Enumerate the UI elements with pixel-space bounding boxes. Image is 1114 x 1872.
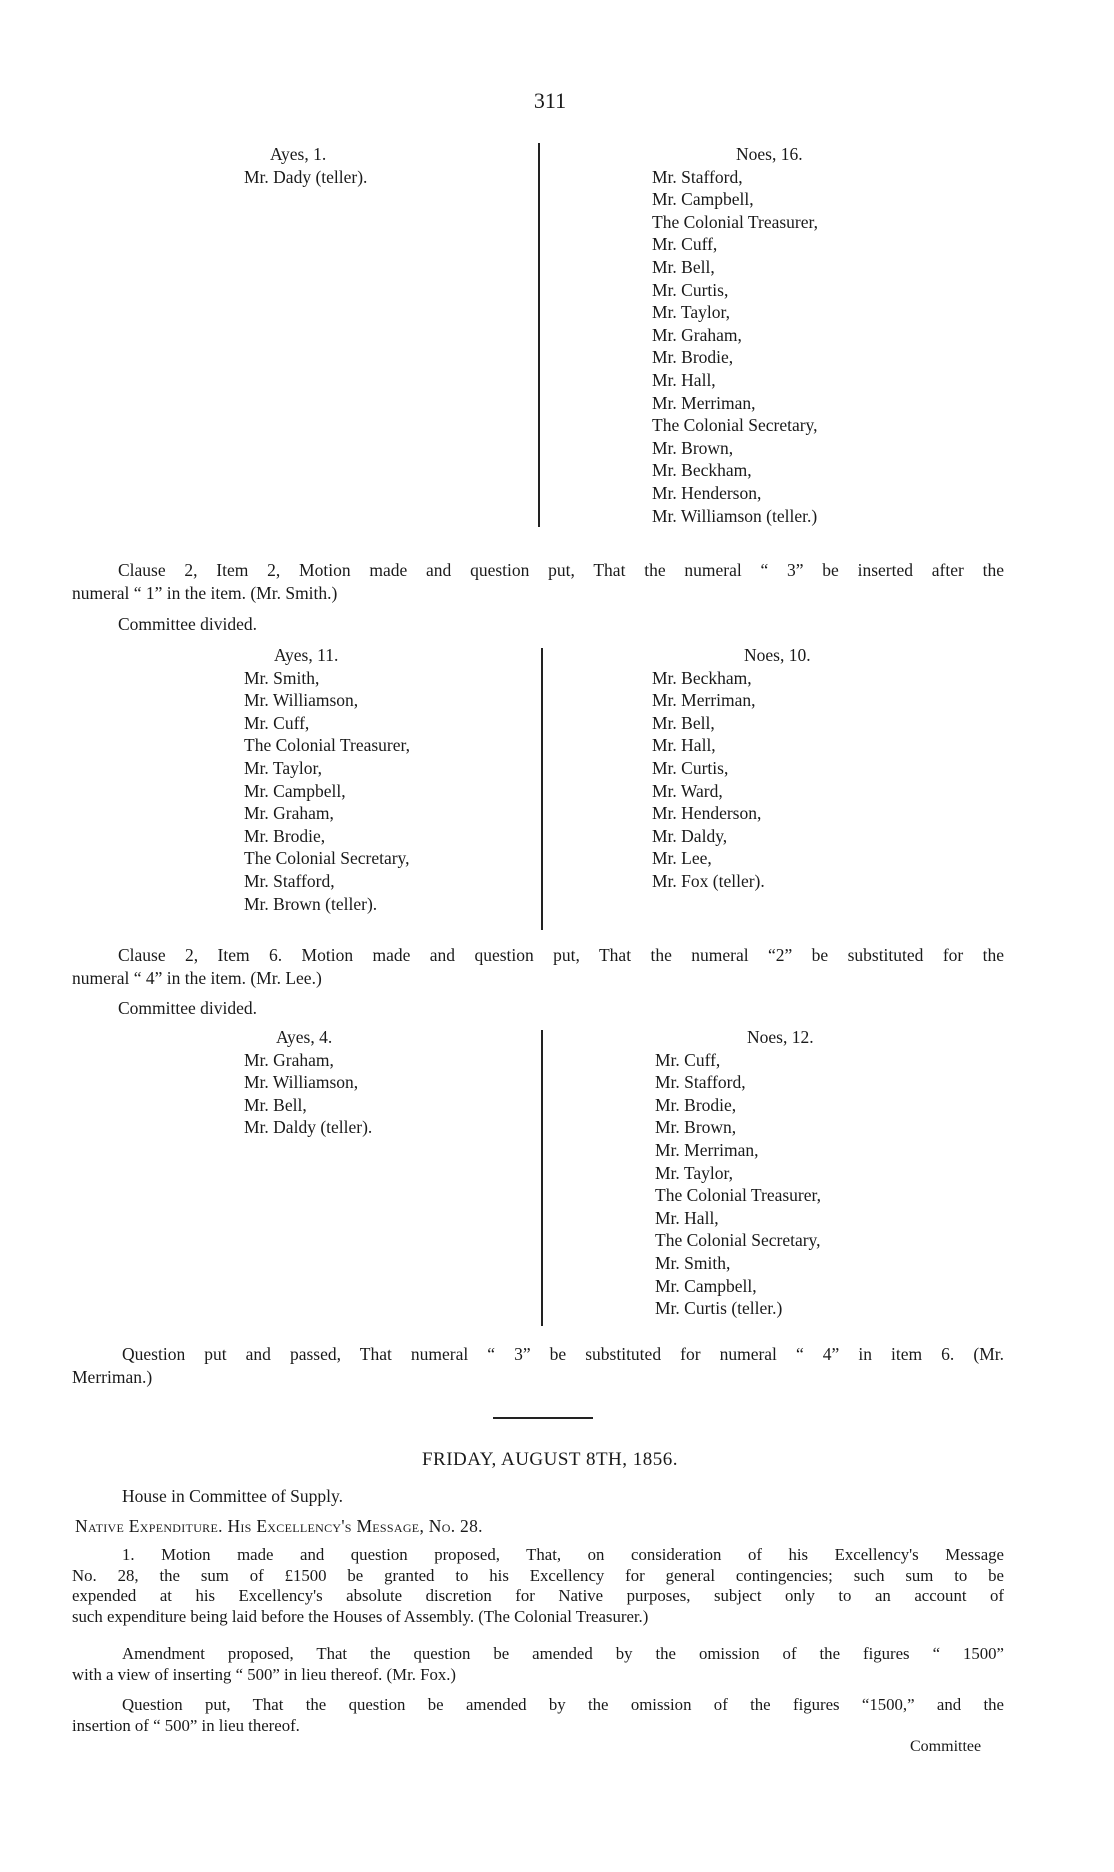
text-line: Clause 2, Item 6. Motion made and question put, That the numeral “2” be substituted for the bbox=[118, 945, 1004, 965]
member-name: Mr. Curtis, bbox=[652, 279, 729, 300]
member-name: Mr. Beckham, bbox=[652, 667, 752, 688]
member-name: Mr. Hall, bbox=[655, 1207, 719, 1228]
catchword: Committee bbox=[910, 1738, 982, 1755]
member-name: Mr. Taylor, bbox=[244, 757, 322, 778]
motion-paragraph bbox=[72, 559, 1004, 605]
section-heading: Native Expenditure. His Excellency's Message, No. 28. bbox=[75, 1516, 483, 1536]
text-line: Question put and passed, That numeral “ 3” be substituted for numeral “ 4” in item 6. (Mr. bbox=[122, 1344, 1004, 1364]
member-name: Mr. Stafford, bbox=[655, 1072, 746, 1093]
member-name: Mr. Graham, bbox=[652, 324, 742, 345]
member-name: Mr. Cuff, bbox=[652, 234, 718, 255]
member-name: The Colonial Secretary, bbox=[655, 1230, 821, 1251]
ayes-heading: Ayes, 4. bbox=[276, 1027, 333, 1047]
member-name: Mr. Taylor, bbox=[655, 1162, 733, 1183]
committee-divided: Committee divided. bbox=[118, 614, 258, 634]
text-line: expended at his Excellency's absolute discretion for Native purposes, subject only to an account of bbox=[72, 1586, 1004, 1605]
text-line: with a view of inserting “ 500” in lieu thereof. (Mr. Fox.) bbox=[72, 1665, 457, 1684]
member-name: Mr. Smith, bbox=[655, 1252, 731, 1273]
division3-ayes bbox=[244, 1026, 372, 1139]
member-name: Mr. Brown, bbox=[652, 437, 734, 458]
member-name: Mr. Bell, bbox=[652, 712, 715, 733]
member-name: Mr. Hall, bbox=[652, 735, 716, 756]
member-name: Mr. Campbell, bbox=[655, 1275, 757, 1296]
noes-heading: Noes, 12. bbox=[747, 1027, 814, 1047]
member-name: Mr. Henderson, bbox=[652, 482, 762, 503]
member-name: Mr. Stafford, bbox=[244, 870, 335, 891]
division1-noes bbox=[652, 143, 818, 527]
member-name: Mr. Fox (teller). bbox=[652, 870, 765, 891]
member-name: Mr. Lee, bbox=[652, 848, 712, 869]
member-name: Mr. Brown (teller). bbox=[244, 893, 378, 914]
column-divider bbox=[541, 648, 543, 930]
member-name: Mr. Daldy, bbox=[652, 825, 728, 846]
column-divider bbox=[541, 1030, 543, 1326]
member-name: Mr. Brodie, bbox=[244, 825, 326, 846]
member-name: Mr. Merriman, bbox=[655, 1139, 759, 1160]
division2-ayes bbox=[244, 644, 410, 915]
committee-line: House in Committee of Supply. bbox=[122, 1486, 344, 1506]
text-line: numeral “ 1” in the item. (Mr. Smith.) bbox=[72, 583, 338, 603]
member-name: Mr. Bell, bbox=[652, 256, 715, 277]
motion-paragraph bbox=[72, 1545, 1004, 1627]
page-number: 311 bbox=[533, 88, 567, 113]
member-name: Mr. Smith, bbox=[244, 667, 320, 688]
member-name: Mr. Ward, bbox=[652, 780, 723, 801]
division2-noes bbox=[652, 644, 811, 893]
ayes-heading: Ayes, 1. bbox=[270, 144, 327, 164]
text-line: No. 28, the sum of £1500 be granted to his Excellency for general contingencies; such sum to be bbox=[72, 1565, 1004, 1585]
member-name: Mr. Bell, bbox=[244, 1094, 307, 1115]
member-name: The Colonial Treasurer, bbox=[652, 211, 819, 232]
member-name: Mr. Brodie, bbox=[655, 1094, 737, 1115]
member-name: The Colonial Secretary, bbox=[244, 848, 410, 869]
member-name: The Colonial Secretary, bbox=[652, 415, 818, 436]
noes-heading: Noes, 10. bbox=[744, 645, 811, 665]
member-name: Mr. Brodie, bbox=[652, 347, 734, 368]
column-divider bbox=[538, 143, 540, 527]
member-name: Mr. Merriman, bbox=[652, 392, 756, 413]
division1-ayes bbox=[244, 143, 368, 188]
member-name: Mr. Brown, bbox=[655, 1117, 737, 1138]
noes-heading: Noes, 16. bbox=[736, 144, 803, 164]
member-name: Mr. Campbell, bbox=[652, 189, 754, 210]
member-name: Mr. Dady (teller). bbox=[244, 166, 368, 187]
member-name: Mr. Campbell, bbox=[244, 780, 346, 801]
member-name: Mr. Graham, bbox=[244, 803, 334, 824]
member-name: Mr. Williamson, bbox=[244, 690, 359, 711]
member-name: The Colonial Treasurer, bbox=[244, 735, 411, 756]
member-name: Mr. Merriman, bbox=[652, 690, 756, 711]
member-name: Mr. Taylor, bbox=[652, 302, 730, 323]
member-name: Mr. Daldy (teller). bbox=[244, 1117, 373, 1138]
member-name: Mr. Henderson, bbox=[652, 803, 762, 824]
member-name: Mr. Williamson, bbox=[244, 1072, 359, 1093]
member-name: Mr. Curtis, bbox=[652, 757, 729, 778]
member-name: Mr. Graham, bbox=[244, 1049, 334, 1070]
member-name: The Colonial Treasurer, bbox=[655, 1185, 822, 1206]
ayes-heading: Ayes, 11. bbox=[274, 645, 339, 665]
text-line: such expenditure being laid before the Houses of Assembly. (The Colonial Treasurer.) bbox=[72, 1606, 649, 1626]
text-line: Question put, That the question be amended by the omission of the figures “1500,” and the bbox=[122, 1695, 1004, 1714]
question-paragraph bbox=[72, 1694, 1004, 1736]
member-name: Mr. Cuff, bbox=[244, 712, 310, 733]
member-name: Mr. Curtis (teller.) bbox=[655, 1298, 783, 1319]
text-line: numeral “ 4” in the item. (Mr. Lee.) bbox=[72, 968, 322, 988]
date-heading: FRIDAY, AUGUST 8TH, 1856. bbox=[421, 1449, 679, 1470]
committee-divided: Committee divided. bbox=[118, 998, 258, 1018]
section-rule bbox=[493, 1417, 593, 1419]
question-passed-paragraph bbox=[72, 1343, 1004, 1389]
member-name: Mr. Cuff, bbox=[655, 1049, 721, 1070]
amendment-paragraph bbox=[72, 1643, 1004, 1685]
division3-noes bbox=[655, 1026, 821, 1320]
member-name: Mr. Stafford, bbox=[652, 166, 743, 187]
member-name: Mr. Beckham, bbox=[652, 460, 752, 481]
motion-paragraph bbox=[72, 944, 1004, 990]
text-line: Clause 2, Item 2, Motion made and question put, That the numeral “ 3” be inserted after the bbox=[118, 560, 1004, 580]
member-name: Mr. Hall, bbox=[652, 369, 716, 390]
text-line: Merriman.) bbox=[72, 1367, 153, 1387]
text-line: insertion of “ 500” in lieu thereof. bbox=[72, 1716, 300, 1735]
text-line: Amendment proposed, That the question be amended by the omission of the figures “ 1500” bbox=[122, 1644, 1004, 1663]
text-line: 1. Motion made and question proposed, That, on consideration of his Excellency's Message bbox=[122, 1545, 1004, 1564]
member-name: Mr. Williamson (teller.) bbox=[652, 505, 818, 526]
